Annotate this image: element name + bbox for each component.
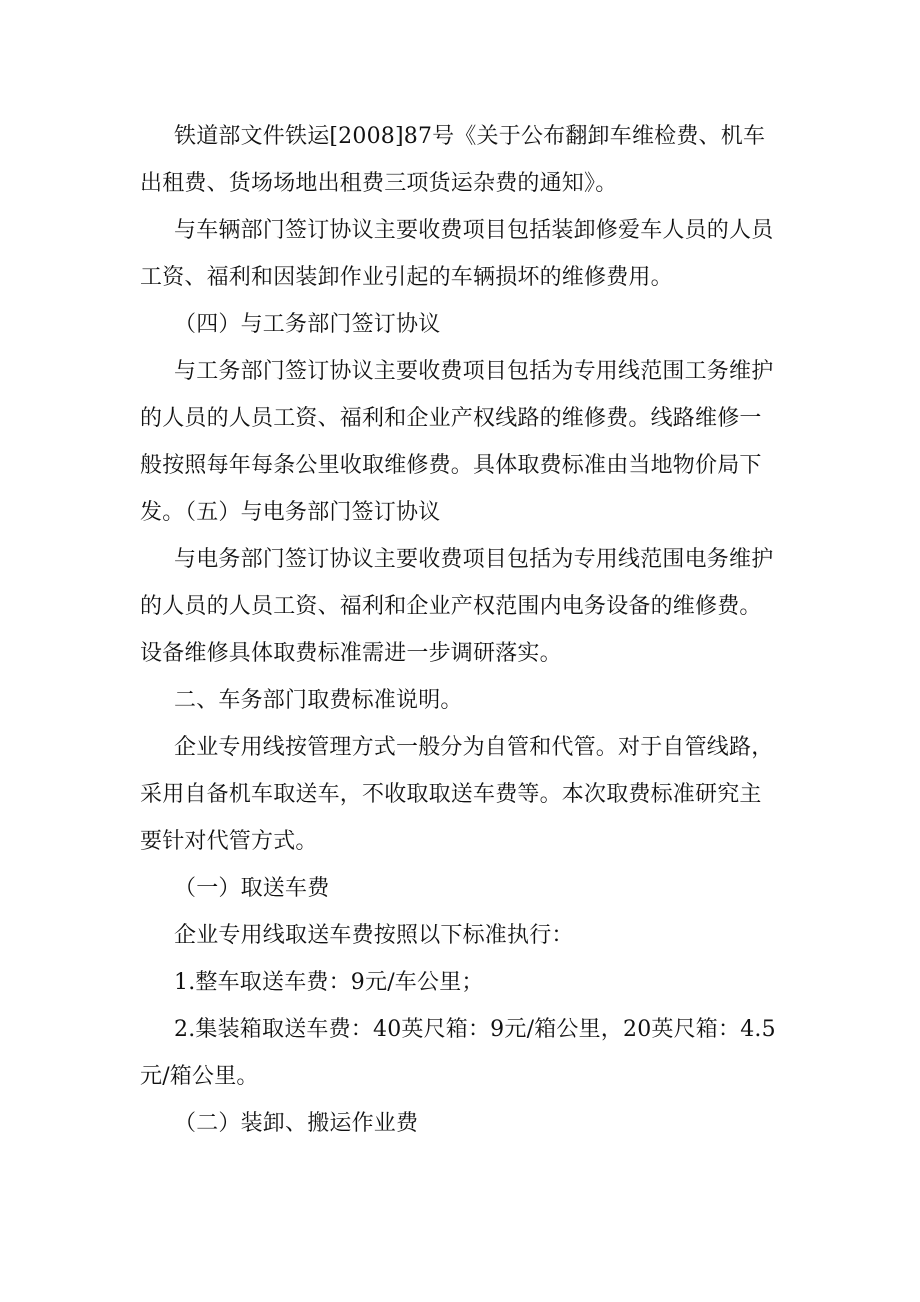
heading-pickup-delivery-fee: （一）取送车费	[174, 876, 330, 901]
paragraph-management-modes: 企业专用线按管理方式一般分为自管和代管。对于自管线路，采用自备机车取送车，不收取取送车费等。本次取费标准研究主要针对代管方式。	[140, 735, 774, 854]
heading-works-dept-agreement: （四）与工务部门签订协议	[174, 312, 441, 337]
paragraph-works-dept-agreement: 与工务部门签订协议主要收费项目包括为专用线范围工务维护的人员的人员工资、福利和企业产权线路的维修费。线路维修一般按照每年每条公里收取维修费。具体取费标准由当地物价局下发。	[140, 359, 774, 525]
paragraph-electrical-dept-agreement: 与电务部门签订协议主要收费项目包括为专用线范围电务维护的人员的人员工资、福利和企业产权范围内电务设备的维修费。设备维修具体取费标准需进一步调研落实。	[140, 547, 774, 666]
paragraph-notice-reference: 铁道部文件铁运[2008]87号《关于公布翻卸车维检费、机车出租费、货场场地出租费三项货运杂费的通知》。	[140, 124, 766, 196]
paragraph-vehicle-dept-agreement: 与车辆部门签订协议主要收费项目包括装卸修爱车人员的人员工资、福利和因装卸作业引起的车辆损坏的维修费用。	[140, 218, 774, 290]
list-item-wagon-fee: 1.整车取送车费：9元/车公里；	[174, 970, 484, 995]
heading-section-two: 二、车务部门取费标准说明。	[174, 688, 463, 713]
heading-loading-handling-fee: （二）装卸、搬运作业费	[174, 1111, 419, 1136]
paragraph-fee-standard-intro: 企业专用线取送车费按照以下标准执行：	[174, 923, 574, 948]
list-item-container-fee: 2.集装箱取送车费：40英尺箱：9元/箱公里，20英尺箱：4.5元/箱公里。	[140, 1017, 776, 1089]
heading-electrical-dept-agreement: （五）与电务部门签订协议	[174, 500, 441, 525]
